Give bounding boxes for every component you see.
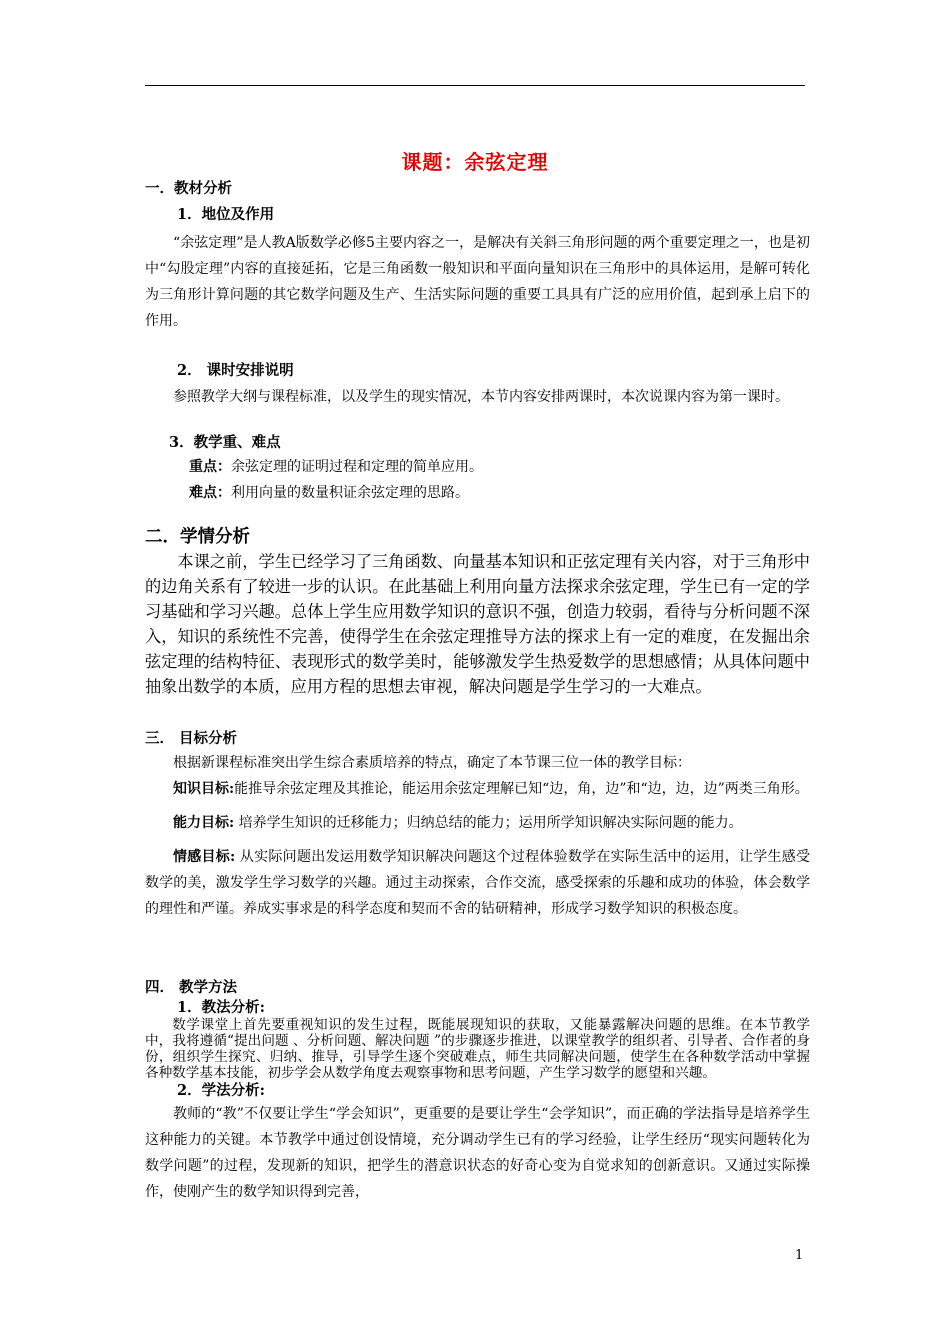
- key-point-text: 余弦定理的证明过程和定理的简单应用。: [231, 459, 483, 475]
- key-point-label: 重点：: [189, 459, 231, 475]
- paragraph: 参照教学大纲与课程标准，以及学生的现实情况，本节内容安排两课时，本次说课内容为第一课时。: [173, 389, 789, 405]
- emotion-objective-text: 从实际问题出发运用数学知识解决问题这个过程体验数学在实际生活中的运用，让学生感受数学的美，激发学生学习数学的兴趣。通过主动探索，合作交流，感受探索的乐趣和成功的体验，体会数学的理性和严谨。养成实事求是的科学态度和契而不舍的钻研精神，形成学习数学知识的积极态度。: [145, 849, 810, 917]
- section-textbook-analysis: [145, 178, 810, 506]
- emotion-objective-label: 情感目标:: [173, 849, 236, 865]
- paragraph: “余弦定理”是人教A版数学必修5主要内容之一，是解决有关斜三角形问题的两个重要定理之一，也是初中“勾股定理”内容的直接延拓，它是三角函数一般知识和平面向量知识在三角形中的具体运用，是解可转化为三角形计算问题的其它数学问题及生产、生活实际问题的重要工具具有广泛的应用价值，起到承上启下的作用。: [145, 235, 810, 329]
- ability-objective: [145, 810, 810, 836]
- difficult-point-text: 利用向量的数量积证余弦定理的思路。: [231, 485, 469, 501]
- subsection-heading: 2． 课时安排说明: [177, 362, 294, 379]
- section-heading: 二．学情分析: [145, 527, 250, 547]
- section-heading: 一．教材分析: [145, 180, 232, 197]
- section-heading: 三． 目标分析: [145, 730, 238, 747]
- section-teaching-methods: [145, 977, 810, 1205]
- ability-objective-text: 培养学生知识的迁移能力；归纳总结的能力；运用所学知识解决实际问题的能力。: [234, 815, 743, 831]
- subsection-heading: 3．教学重、难点: [169, 434, 281, 451]
- page-number: 1: [795, 1248, 804, 1263]
- paragraph: 本课之前，学生已经学习了三角函数、向量基本知识和正弦定理有关内容，对于三角形中的边角关系有了较进一步的认识。在此基础上利用向量方法探求余弦定理，学生已有一定的学习基础和学习兴趣。总体上学生应用数学知识的意识不强，创造力较弱，看待与分析问题不深入，知识的系统性不完善，使得学生在余弦定理推导方法的探求上有一定的难度，在发掘出余弦定理的结构特征、表现形式的数学美时，能够激发学生热爱数学的思想感情；从具体问题中抽象出数学的本质，应用方程的思想去审视，解决问题是学生学习的一大难点。: [145, 552, 810, 696]
- subsection-heading: 1．地位及作用: [177, 206, 275, 223]
- paragraph: 教师的“教”不仅要让学生“学会知识”，更重要的是要让学生“会学知识”，而正确的学法指导是培养学生这种能力的关键。本节教学中通过创设情境，充分调动学生已有的学习经验，让学生经历“现实问题转化为数学问题”的过程，发现新的知识，把学生的潜意识状态的好奇心变为自觉求知的创新意识。又通过实际操作，使刚产生的数学知识得到完善，: [145, 1106, 810, 1200]
- ability-objective-label: 能力目标:: [173, 815, 235, 831]
- subsection-heading: 2．学法分析:: [177, 1082, 265, 1099]
- header-rule: [145, 85, 805, 86]
- knowledge-objective: [145, 776, 810, 802]
- key-point: [145, 454, 810, 480]
- emotion-objective: [145, 844, 810, 922]
- difficult-point: [145, 480, 810, 506]
- subsection-heading: 1．教法分析:: [177, 999, 265, 1016]
- paragraph: 数学课堂上首先要重视知识的发生过程，既能展现知识的获取，又能暴露解决问题的思维。在本节教学中，我将遵循“提出问题 、分析问题、解决问题 ”的步骤逐步推进，以课堂教学的组织者、引导者、合作者的身份，组织学生探究、归纳、推导，引导学生逐个突破难点，师生共同解决问题，使学生在各种数学活动中掌握各种数学基本技能，初步学会从数学角度去观察事物和思考问题，产生学习数学的愿望和兴趣。: [145, 1017, 810, 1081]
- knowledge-objective-label: 知识目标:: [173, 781, 235, 797]
- knowledge-objective-text: 能推导余弦定理及其推论，能运用余弦定理解已知“边，角，边”和“边，边，边”两类三角形。: [234, 781, 809, 797]
- paragraph: 根据新课程标准突出学生综合素质培养的特点，确定了本节课三位一体的教学目标：: [173, 755, 691, 771]
- difficult-point-label: 难点：: [189, 485, 231, 501]
- section-objective-analysis: [145, 728, 810, 922]
- page-title: 课题：余弦定理: [401, 150, 549, 174]
- section-heading: 四． 教学方法: [145, 979, 238, 996]
- section-student-analysis: [145, 525, 810, 699]
